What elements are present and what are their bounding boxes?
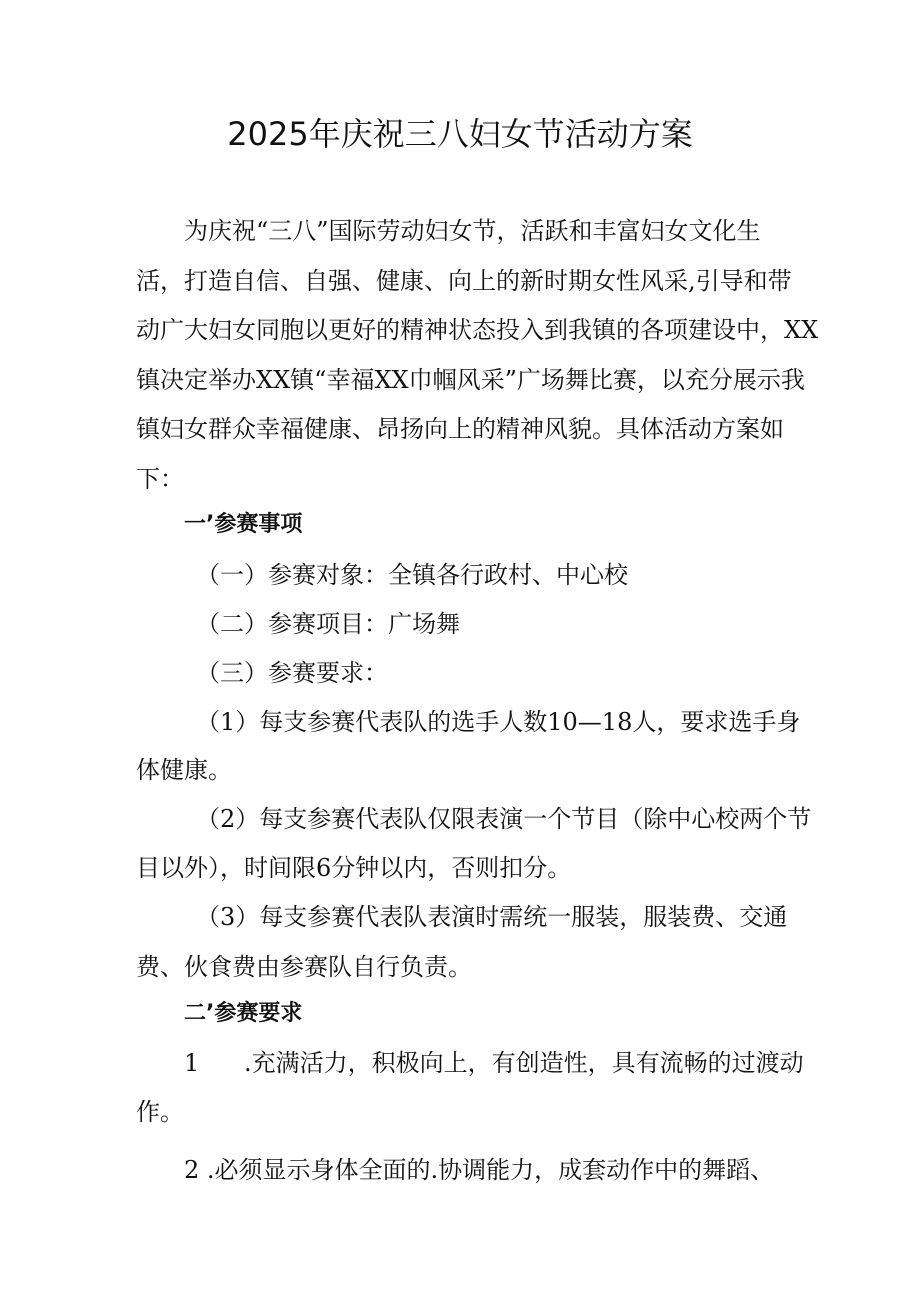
intro-line-4: 镇决定举办XX镇“幸福XX巾帼风采”广场舞比赛，以充分展示我 [136,366,805,394]
requirement-3-line-1: （3）每支参赛代表队表演时需统一服装，服装费、交通 [196,903,788,931]
section-1-item-2: （二）参赛项目：广场舞 [196,610,460,638]
section-1-item-1: （一）参赛对象：全镇各行政村、中心校 [196,561,628,589]
requirement-1-line-1: （1）每支参赛代表队的选手人数10—18人，要求选手身 [196,708,801,736]
requirement-2-line-2: 目以外），时间限6分钟以内，否则扣分。 [136,854,572,882]
requirement-3-line-2: 费、伙食费由参赛队自行负责。 [136,953,472,981]
document-title: 2025年庆祝三八妇女节活动方案 [227,115,693,153]
section-1-item-3: （三）参赛要求： [196,659,388,687]
intro-line-2: 活，打造自信、自强、健康、向上的新时期女性风采,引导和带 [136,267,792,295]
point-2-text: 2 .必须显示身体全面的.协调能力，成套动作中的舞蹈、 [184,1156,775,1184]
section-2-heading: 二’参赛要求 [184,1001,303,1026]
intro-line-1: 为庆祝“三八”国际劳动妇女节，活跃和丰富妇女文化生 [184,217,761,245]
intro-line-5: 镇妇女群众幸福健康、昂扬向上的精神风貌。具体活动方案如 [136,415,784,443]
intro-line-3: 动广大妇女同胞以更好的精神状态投入到我镇的各项建设中，XX [136,316,819,344]
requirement-1-line-2: 体健康。 [136,756,232,784]
intro-line-6: 下： [136,465,184,493]
section-1-heading: 一’参赛事项 [184,512,303,537]
requirement-2-line-1: （2）每支参赛代表队仅限表演一个节目（除中心校两个节 [196,805,812,833]
point-1-text: .充满活力，积极向上，有创造性，具有流畅的过渡动 [244,1049,804,1077]
point-1-continued: 作。 [136,1098,184,1126]
point-1-number: 1 [184,1049,200,1077]
